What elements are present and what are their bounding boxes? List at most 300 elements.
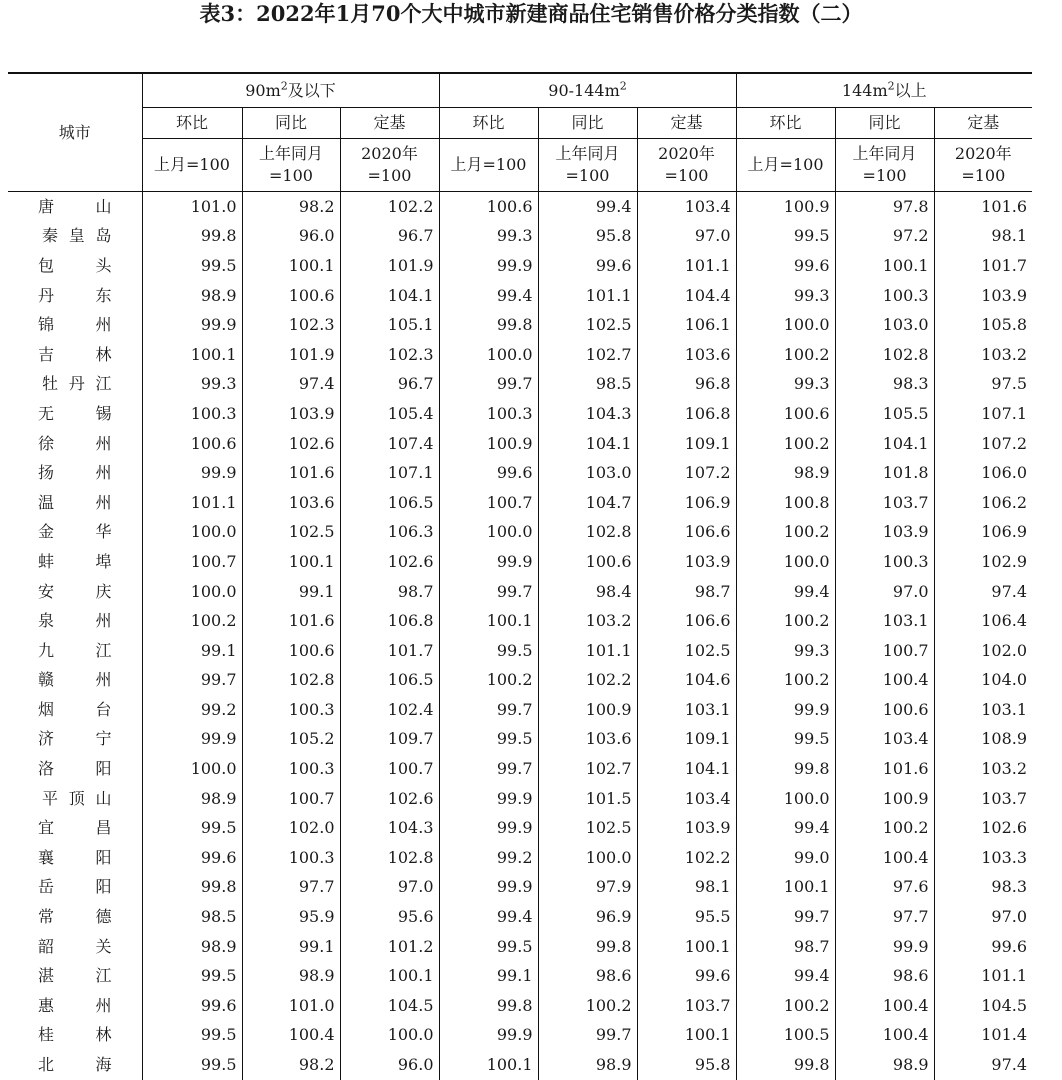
value-cell-small-fixed: 109.7	[340, 725, 439, 755]
value-cell-medium-mom: 99.5	[439, 636, 538, 666]
table-row	[8, 784, 1032, 814]
value-cell-medium-yoy: 98.4	[538, 577, 637, 607]
table-row	[8, 310, 1032, 340]
value-cell-large-mom: 100.0	[736, 547, 835, 577]
value-cell-medium-mom: 99.8	[439, 991, 538, 1021]
value-cell-medium-mom: 100.7	[439, 488, 538, 518]
value-cell-large-mom: 98.9	[736, 458, 835, 488]
value-cell-small-yoy: 99.1	[242, 577, 340, 607]
value-cell-large-mom: 98.7	[736, 932, 835, 962]
value-cell-medium-fixed: 103.4	[637, 784, 736, 814]
value-cell-medium-mom: 99.5	[439, 932, 538, 962]
value-cell-large-mom: 100.2	[736, 666, 835, 696]
value-cell-small-fixed: 101.2	[340, 932, 439, 962]
value-cell-large-yoy: 98.3	[835, 370, 934, 400]
value-cell-large-fixed: 106.2	[934, 488, 1032, 518]
value-cell-medium-yoy: 101.1	[538, 636, 637, 666]
value-cell-large-mom: 99.6	[736, 251, 835, 281]
value-cell-large-mom: 99.0	[736, 843, 835, 873]
value-cell-large-fixed: 107.2	[934, 429, 1032, 459]
value-cell-small-yoy: 102.0	[242, 813, 340, 843]
table-row	[8, 991, 1032, 1021]
base-header-fixed: 2020年 =100	[340, 139, 439, 192]
value-cell-small-yoy: 102.3	[242, 310, 340, 340]
value-cell-medium-yoy: 102.7	[538, 754, 637, 784]
table-row	[8, 1050, 1032, 1080]
table-row	[8, 458, 1032, 488]
value-cell-medium-fixed: 96.8	[637, 370, 736, 400]
value-cell-large-fixed: 106.4	[934, 606, 1032, 636]
city-cell	[8, 843, 142, 873]
value-cell-small-mom: 100.7	[142, 547, 242, 577]
value-cell-medium-mom: 99.9	[439, 873, 538, 903]
value-cell-medium-mom: 99.9	[439, 251, 538, 281]
value-cell-medium-yoy: 99.7	[538, 1021, 637, 1051]
value-cell-medium-mom: 99.7	[439, 695, 538, 725]
value-cell-small-mom: 99.5	[142, 1050, 242, 1080]
value-cell-large-fixed: 101.6	[934, 192, 1032, 222]
value-cell-medium-yoy: 103.6	[538, 725, 637, 755]
value-cell-large-fixed: 102.9	[934, 547, 1032, 577]
metric-header-mom: 环比	[439, 108, 538, 139]
value-cell-large-yoy: 103.0	[835, 310, 934, 340]
value-cell-medium-mom: 99.3	[439, 222, 538, 252]
city-name: 湛 江	[38, 966, 112, 986]
city-cell	[8, 991, 142, 1021]
value-cell-large-mom: 99.7	[736, 902, 835, 932]
value-cell-small-mom: 98.9	[142, 784, 242, 814]
city-cell	[8, 547, 142, 577]
value-cell-small-mom: 100.3	[142, 399, 242, 429]
table-row	[8, 902, 1032, 932]
value-cell-large-fixed: 106.9	[934, 518, 1032, 548]
value-cell-large-fixed: 101.4	[934, 1021, 1032, 1051]
value-cell-small-mom: 100.0	[142, 577, 242, 607]
value-cell-large-fixed: 98.1	[934, 222, 1032, 252]
value-cell-small-fixed: 105.4	[340, 399, 439, 429]
value-cell-small-fixed: 96.7	[340, 370, 439, 400]
metric-header-fixed: 定基	[340, 108, 439, 139]
value-cell-medium-fixed: 106.1	[637, 310, 736, 340]
value-cell-medium-yoy: 99.6	[538, 251, 637, 281]
value-cell-large-yoy: 99.9	[835, 932, 934, 962]
value-cell-large-fixed: 108.9	[934, 725, 1032, 755]
value-cell-small-yoy: 98.2	[242, 192, 340, 222]
value-cell-large-fixed: 101.7	[934, 251, 1032, 281]
value-cell-large-mom: 99.9	[736, 695, 835, 725]
value-cell-small-mom: 99.7	[142, 666, 242, 696]
value-cell-medium-yoy: 100.9	[538, 695, 637, 725]
value-cell-medium-fixed: 103.1	[637, 695, 736, 725]
city-cell	[8, 399, 142, 429]
value-cell-small-yoy: 99.1	[242, 932, 340, 962]
group-header-large: $144m^2$以上	[736, 73, 1032, 108]
city-cell	[8, 695, 142, 725]
table-row	[8, 251, 1032, 281]
value-cell-small-fixed: 101.9	[340, 251, 439, 281]
city-cell	[8, 666, 142, 696]
value-cell-medium-fixed: 107.2	[637, 458, 736, 488]
table-row	[8, 518, 1032, 548]
value-cell-small-yoy: 100.7	[242, 784, 340, 814]
value-cell-small-yoy: 103.6	[242, 488, 340, 518]
value-cell-medium-fixed: 106.6	[637, 606, 736, 636]
value-cell-medium-yoy: 104.7	[538, 488, 637, 518]
city-name: 烟 台	[38, 699, 112, 719]
table-row	[8, 843, 1032, 873]
value-cell-medium-fixed: 104.1	[637, 754, 736, 784]
base-header-mom: 上月=100	[736, 139, 835, 192]
value-cell-large-fixed: 103.1	[934, 695, 1032, 725]
value-cell-large-yoy: 98.6	[835, 961, 934, 991]
value-cell-large-fixed: 102.6	[934, 813, 1032, 843]
value-cell-medium-mom: 99.6	[439, 458, 538, 488]
value-cell-large-mom: 100.2	[736, 429, 835, 459]
value-cell-medium-mom: 99.9	[439, 1021, 538, 1051]
value-cell-small-fixed: 100.1	[340, 961, 439, 991]
city-name: 安 庆	[38, 581, 112, 601]
value-cell-large-fixed: 101.1	[934, 961, 1032, 991]
value-cell-medium-yoy: 102.5	[538, 813, 637, 843]
value-cell-medium-fixed: 98.1	[637, 873, 736, 903]
value-cell-small-yoy: 96.0	[242, 222, 340, 252]
city-cell	[8, 429, 142, 459]
value-cell-large-yoy: 100.1	[835, 251, 934, 281]
value-cell-small-fixed: 102.6	[340, 784, 439, 814]
table-row	[8, 429, 1032, 459]
value-cell-large-mom: 99.4	[736, 577, 835, 607]
city-column-header: 城市	[8, 73, 142, 192]
value-cell-medium-fixed: 95.8	[637, 1050, 736, 1080]
value-cell-small-yoy: 100.3	[242, 695, 340, 725]
value-cell-large-yoy: 100.7	[835, 636, 934, 666]
city-name: 济 宁	[38, 729, 112, 749]
value-cell-large-fixed: 97.4	[934, 577, 1032, 607]
value-cell-small-mom: 99.8	[142, 222, 242, 252]
value-cell-large-yoy: 98.9	[835, 1050, 934, 1080]
city-cell	[8, 1050, 142, 1080]
value-cell-large-fixed: 98.3	[934, 873, 1032, 903]
value-cell-large-mom: 100.0	[736, 310, 835, 340]
value-cell-small-yoy: 102.5	[242, 518, 340, 548]
value-cell-large-yoy: 100.2	[835, 813, 934, 843]
value-cell-medium-yoy: 102.2	[538, 666, 637, 696]
value-cell-small-yoy: 101.9	[242, 340, 340, 370]
value-cell-medium-mom: 99.7	[439, 370, 538, 400]
value-cell-small-mom: 99.8	[142, 873, 242, 903]
value-cell-large-mom: 100.2	[736, 606, 835, 636]
base-header-yoy: 上年同月 =100	[835, 139, 934, 192]
city-cell	[8, 251, 142, 281]
value-cell-small-mom: 98.5	[142, 902, 242, 932]
value-cell-small-fixed: 106.5	[340, 666, 439, 696]
value-cell-large-fixed: 107.1	[934, 399, 1032, 429]
value-cell-small-fixed: 100.7	[340, 754, 439, 784]
value-cell-large-yoy: 101.6	[835, 754, 934, 784]
value-cell-small-fixed: 96.0	[340, 1050, 439, 1080]
table-row	[8, 222, 1032, 252]
metric-header-mom: 环比	[142, 108, 242, 139]
table-row	[8, 370, 1032, 400]
value-cell-small-mom: 99.6	[142, 843, 242, 873]
value-cell-small-mom: 99.6	[142, 991, 242, 1021]
value-cell-small-yoy: 95.9	[242, 902, 340, 932]
value-cell-large-mom: 99.4	[736, 813, 835, 843]
base-header-mom: 上月=100	[142, 139, 242, 192]
value-cell-large-mom: 99.8	[736, 1050, 835, 1080]
value-cell-small-mom: 99.9	[142, 458, 242, 488]
city-cell	[8, 488, 142, 518]
city-cell	[8, 281, 142, 311]
base-header-mom: 上月=100	[439, 139, 538, 192]
table-row	[8, 813, 1032, 843]
value-cell-large-mom: 100.2	[736, 518, 835, 548]
value-cell-medium-mom: 99.4	[439, 902, 538, 932]
city-name: 蚌 埠	[38, 551, 112, 571]
value-cell-large-mom: 100.8	[736, 488, 835, 518]
table-row	[8, 636, 1032, 666]
value-cell-medium-yoy: 101.1	[538, 281, 637, 311]
value-cell-medium-mom: 99.9	[439, 547, 538, 577]
value-cell-large-fixed: 104.5	[934, 991, 1032, 1021]
value-cell-small-yoy: 97.7	[242, 873, 340, 903]
table-row	[8, 488, 1032, 518]
value-cell-small-fixed: 96.7	[340, 222, 439, 252]
value-cell-small-fixed: 104.1	[340, 281, 439, 311]
value-cell-medium-yoy: 100.6	[538, 547, 637, 577]
page-title: 表3：2022年1月70个大中城市新建商品住宅销售价格分类指数（二）	[199, 1, 863, 26]
city-cell	[8, 518, 142, 548]
table-row	[8, 873, 1032, 903]
value-cell-medium-yoy: 104.3	[538, 399, 637, 429]
city-name: 无 锡	[38, 403, 112, 423]
value-cell-small-fixed: 95.6	[340, 902, 439, 932]
value-cell-medium-fixed: 100.1	[637, 1021, 736, 1051]
value-cell-large-yoy: 100.4	[835, 991, 934, 1021]
value-cell-small-fixed: 98.7	[340, 577, 439, 607]
table-row	[8, 666, 1032, 696]
value-cell-medium-mom: 99.7	[439, 754, 538, 784]
metric-header-fixed: 定基	[637, 108, 736, 139]
value-cell-small-yoy: 100.6	[242, 281, 340, 311]
value-cell-small-yoy: 101.0	[242, 991, 340, 1021]
value-cell-large-fixed: 103.7	[934, 784, 1032, 814]
value-cell-large-fixed: 106.0	[934, 458, 1032, 488]
value-cell-medium-mom: 100.0	[439, 340, 538, 370]
value-cell-large-mom: 100.9	[736, 192, 835, 222]
value-cell-large-yoy: 101.8	[835, 458, 934, 488]
city-name: 韶 关	[38, 936, 112, 956]
value-cell-large-yoy: 103.1	[835, 606, 934, 636]
value-cell-large-fixed: 103.9	[934, 281, 1032, 311]
value-cell-large-fixed: 99.6	[934, 932, 1032, 962]
city-name: 包 头	[38, 255, 112, 275]
value-cell-large-mom: 100.5	[736, 1021, 835, 1051]
value-cell-medium-yoy: 95.8	[538, 222, 637, 252]
value-cell-small-yoy: 105.2	[242, 725, 340, 755]
value-cell-large-fixed: 103.2	[934, 754, 1032, 784]
value-cell-medium-yoy: 104.1	[538, 429, 637, 459]
value-cell-small-fixed: 106.5	[340, 488, 439, 518]
value-cell-medium-fixed: 106.8	[637, 399, 736, 429]
group-header-medium: $90-144m^2$	[439, 73, 736, 108]
city-name: 桂 林	[38, 1025, 112, 1045]
value-cell-medium-yoy: 99.4	[538, 192, 637, 222]
city-cell	[8, 784, 142, 814]
value-cell-large-mom: 99.5	[736, 222, 835, 252]
city-name: 徐 州	[38, 433, 112, 453]
value-cell-large-fixed: 103.2	[934, 340, 1032, 370]
value-cell-medium-yoy: 101.5	[538, 784, 637, 814]
value-cell-small-yoy: 100.1	[242, 251, 340, 281]
value-cell-small-fixed: 100.0	[340, 1021, 439, 1051]
value-cell-medium-yoy: 97.9	[538, 873, 637, 903]
table-row	[8, 725, 1032, 755]
base-header-fixed: 2020年 =100	[637, 139, 736, 192]
value-cell-large-mom: 99.3	[736, 281, 835, 311]
city-name: 惠 州	[38, 995, 112, 1015]
table-row	[8, 961, 1032, 991]
value-cell-medium-yoy: 98.9	[538, 1050, 637, 1080]
city-cell	[8, 222, 142, 252]
value-cell-large-yoy: 100.4	[835, 666, 934, 696]
value-cell-medium-yoy: 99.8	[538, 932, 637, 962]
value-cell-medium-fixed: 100.1	[637, 932, 736, 962]
city-cell	[8, 1021, 142, 1051]
value-cell-small-fixed: 102.8	[340, 843, 439, 873]
city-name: 秦 皇 岛	[42, 226, 112, 246]
value-cell-medium-fixed: 104.4	[637, 281, 736, 311]
value-cell-medium-mom: 100.1	[439, 1050, 538, 1080]
value-cell-small-mom: 100.6	[142, 429, 242, 459]
value-cell-small-mom: 100.1	[142, 340, 242, 370]
city-name: 牡 丹 江	[42, 374, 112, 394]
value-cell-small-yoy: 100.4	[242, 1021, 340, 1051]
city-cell	[8, 310, 142, 340]
value-cell-medium-yoy: 96.9	[538, 902, 637, 932]
value-cell-small-yoy: 101.6	[242, 458, 340, 488]
city-cell	[8, 606, 142, 636]
value-cell-small-fixed: 104.5	[340, 991, 439, 1021]
value-cell-small-mom: 101.1	[142, 488, 242, 518]
group-header-small: $90m^2$及以下	[142, 73, 439, 108]
value-cell-small-mom: 99.5	[142, 813, 242, 843]
value-cell-large-fixed: 97.4	[934, 1050, 1032, 1080]
value-cell-small-yoy: 97.4	[242, 370, 340, 400]
value-cell-medium-mom: 100.6	[439, 192, 538, 222]
value-cell-medium-mom: 99.1	[439, 961, 538, 991]
city-name: 锦 州	[38, 315, 112, 335]
value-cell-small-yoy: 100.1	[242, 547, 340, 577]
city-cell	[8, 754, 142, 784]
value-cell-small-mom: 99.9	[142, 310, 242, 340]
value-cell-large-mom: 99.4	[736, 961, 835, 991]
value-cell-medium-yoy: 100.2	[538, 991, 637, 1021]
city-name: 金 华	[38, 522, 112, 542]
city-cell	[8, 636, 142, 666]
value-cell-small-yoy: 98.2	[242, 1050, 340, 1080]
value-cell-large-mom: 99.8	[736, 754, 835, 784]
value-cell-medium-fixed: 101.1	[637, 251, 736, 281]
price-index-table	[8, 72, 1032, 1080]
value-cell-medium-mom: 99.5	[439, 725, 538, 755]
table-row	[8, 695, 1032, 725]
value-cell-small-fixed: 102.2	[340, 192, 439, 222]
value-cell-large-yoy: 97.6	[835, 873, 934, 903]
value-cell-large-fixed: 97.5	[934, 370, 1032, 400]
value-cell-large-yoy: 103.9	[835, 518, 934, 548]
value-cell-large-yoy: 102.8	[835, 340, 934, 370]
value-cell-small-yoy: 100.6	[242, 636, 340, 666]
value-cell-small-fixed: 104.3	[340, 813, 439, 843]
value-cell-large-yoy: 97.0	[835, 577, 934, 607]
value-cell-medium-fixed: 103.9	[637, 547, 736, 577]
city-cell	[8, 370, 142, 400]
value-cell-medium-yoy: 100.0	[538, 843, 637, 873]
city-name: 岳 阳	[38, 877, 112, 897]
value-cell-large-fixed: 105.8	[934, 310, 1032, 340]
value-cell-small-yoy: 102.6	[242, 429, 340, 459]
city-name: 宜 昌	[38, 818, 112, 838]
base-header-fixed: 2020年 =100	[934, 139, 1032, 192]
metric-header-mom: 环比	[736, 108, 835, 139]
city-name: 温 州	[38, 492, 112, 512]
value-cell-small-yoy: 100.3	[242, 843, 340, 873]
table-row	[8, 754, 1032, 784]
value-cell-large-mom: 100.0	[736, 784, 835, 814]
city-cell	[8, 725, 142, 755]
value-cell-medium-yoy: 98.5	[538, 370, 637, 400]
value-cell-large-mom: 100.1	[736, 873, 835, 903]
value-cell-large-mom: 99.5	[736, 725, 835, 755]
base-header-yoy: 上年同月 =100	[538, 139, 637, 192]
value-cell-large-yoy: 100.4	[835, 843, 934, 873]
value-cell-medium-fixed: 109.1	[637, 725, 736, 755]
city-name: 襄 阳	[38, 847, 112, 867]
value-cell-large-yoy: 104.1	[835, 429, 934, 459]
value-cell-small-mom: 100.0	[142, 518, 242, 548]
value-cell-large-yoy: 105.5	[835, 399, 934, 429]
base-header-yoy: 上年同月 =100	[242, 139, 340, 192]
metric-header-fixed: 定基	[934, 108, 1032, 139]
value-cell-medium-fixed: 102.5	[637, 636, 736, 666]
value-cell-medium-fixed: 103.7	[637, 991, 736, 1021]
value-cell-large-yoy: 97.8	[835, 192, 934, 222]
value-cell-medium-mom: 99.2	[439, 843, 538, 873]
city-cell	[8, 961, 142, 991]
value-cell-medium-mom: 100.2	[439, 666, 538, 696]
value-cell-large-fixed: 103.3	[934, 843, 1032, 873]
table-row	[8, 1021, 1032, 1051]
table-row	[8, 932, 1032, 962]
value-cell-medium-fixed: 97.0	[637, 222, 736, 252]
city-cell	[8, 932, 142, 962]
value-cell-large-yoy: 100.3	[835, 547, 934, 577]
city-cell	[8, 577, 142, 607]
value-cell-medium-fixed: 109.1	[637, 429, 736, 459]
table-header	[8, 73, 1032, 192]
city-cell	[8, 813, 142, 843]
city-cell	[8, 192, 142, 222]
value-cell-large-mom: 99.3	[736, 636, 835, 666]
value-cell-medium-yoy: 103.0	[538, 458, 637, 488]
value-cell-small-fixed: 102.6	[340, 547, 439, 577]
city-name: 北 海	[38, 1055, 112, 1075]
city-name: 泉 州	[38, 611, 112, 631]
value-cell-small-yoy: 103.9	[242, 399, 340, 429]
value-cell-small-yoy: 100.3	[242, 754, 340, 784]
value-cell-medium-fixed: 103.4	[637, 192, 736, 222]
